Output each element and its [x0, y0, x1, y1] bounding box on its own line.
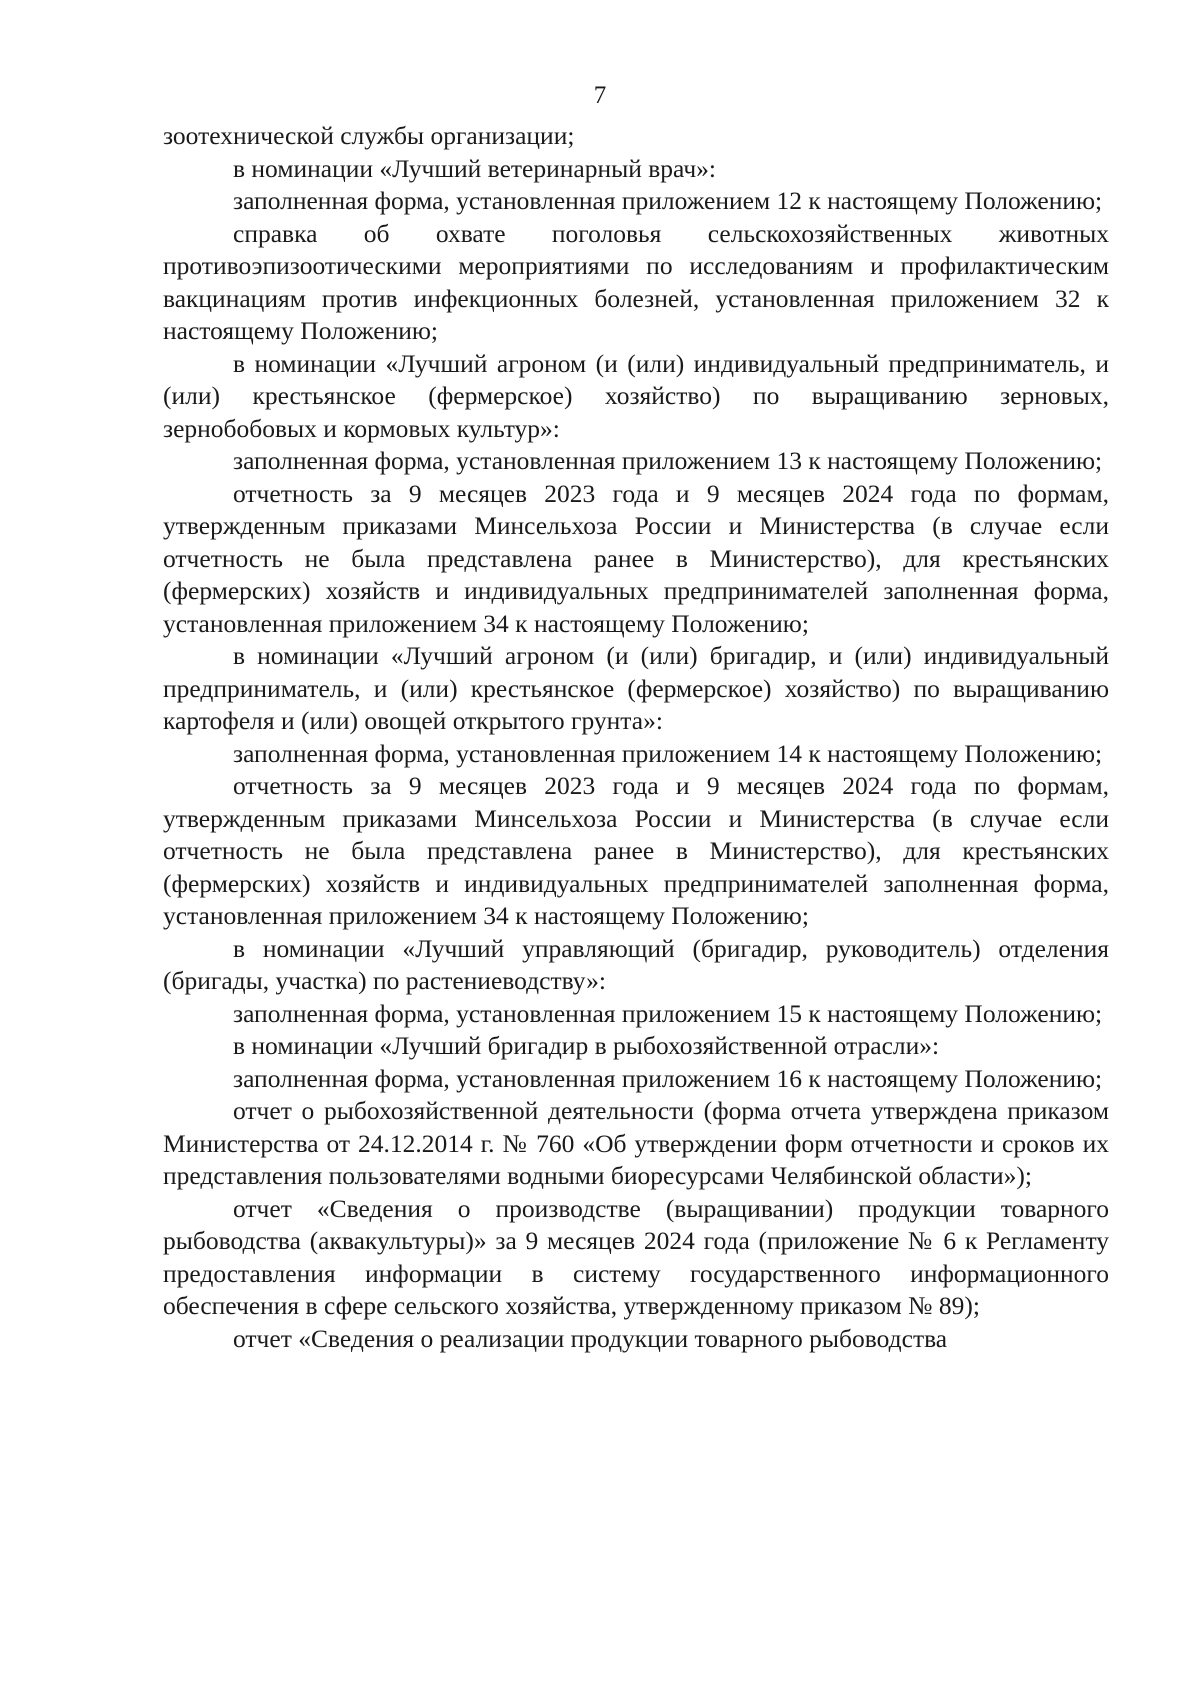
- paragraph-form-16: заполненная форма, установленная приложением 16 к настоящему Положению;: [233, 1063, 1103, 1093]
- document-body: [163, 120, 1109, 1355]
- paragraph-form-14: заполненная форма, установленная приложением 14 к настоящему Положению;: [233, 738, 1103, 768]
- paragraph-nomination-fishery-foreman: в номинации «Лучший бригадир в рыбохозяйственной отрасли»:: [233, 1031, 940, 1060]
- paragraph-reporting-potato: отчетность за 9 месяцев 2023 года и 9 месяцев 2024 года по формам, утвержденным приказами Минсельхоза России и Министерства (в случае если отчетность не была представлена ранее в Министерство), для крестьянских (фермерских) хозяйств и индивидуальных предпринимателей заполненная форма, установленная приложением 34 к настоящему Положению;: [163, 771, 1109, 930]
- paragraph-form-13: заполненная форма, установленная приложением 13 к настоящему Положению;: [233, 446, 1103, 475]
- paragraph-continuation: зоотехнической службы организации;: [163, 121, 575, 150]
- paragraph-reporting-grain: отчетность за 9 месяцев 2023 года и 9 месяцев 2024 года по формам, утвержденным приказами Минсельхоза России и Министерства (в случае если отчетность не была представлена ранее в Министерство), для крестьянских (фермерских) хозяйств и индивидуальных предпринимателей заполненная форма, установленная приложением 34 к настоящему Положению;: [163, 478, 1109, 638]
- paragraph-livestock-coverage-reference: справка об охвате поголовья сельскохозяйственных животных противоэпизоотическими мероприятиями по исследованиям и профилактическим вакцинациям против инфекционных болезней, установленная приложением 32 к настоящему Положению;: [163, 218, 1109, 345]
- page-number: 7: [593, 82, 607, 109]
- paragraph-form-12: заполненная форма, установленная приложением 12 к настоящему Положению;: [233, 186, 1103, 215]
- paragraph-fishery-activity-report: отчет о рыбохозяйственной деятельности (форма отчета утверждена приказом Министерства от 24.12.2014 г. № 760 «Об утверждении форм отчетности и сроков их представления пользователями водными биоресурсами Челябинской области»);: [163, 1096, 1109, 1190]
- paragraph-aquaculture-sales-report: отчет «Сведения о реализации продукции товарного рыбоводства: [233, 1323, 948, 1353]
- paragraph-nomination-agronomist-potato: в номинации «Лучший агроном (и (или) бригадир, и (или) индивидуальный предприниматель, и (или) крестьянское (фермерское) хозяйство) по выращиванию картофеля и (или) овощей открытого грунта»:: [163, 641, 1109, 735]
- paragraph-nomination-agronomist-grain: в номинации «Лучший агроном (и (или) индивидуальный предприниматель, и (или) крестьянское (фермерское) хозяйство) по выращиванию зерновых, зернобобовых и кормовых культур»:: [163, 348, 1109, 443]
- paragraph-nomination-manager-crops: в номинации «Лучший управляющий (бригадир, руководитель) отделения (бригады, участка) по растениеводству»:: [163, 933, 1109, 995]
- paragraph-aquaculture-production-report: отчет «Сведения о производстве (выращивании) продукции товарного рыбоводства (аквакультуры)» за 9 месяцев 2024 года (приложение № 6 к Регламенту предоставления информации в систему государственного информационного обеспечения в сфере сельского хозяйства, утвержденному приказом № 89);: [163, 1193, 1109, 1320]
- paragraph-form-15: заполненная форма, установленная приложением 15 к настоящему Положению;: [233, 998, 1103, 1028]
- paragraph-nomination-veterinarian: в номинации «Лучший ветеринарный врач»:: [233, 153, 717, 183]
